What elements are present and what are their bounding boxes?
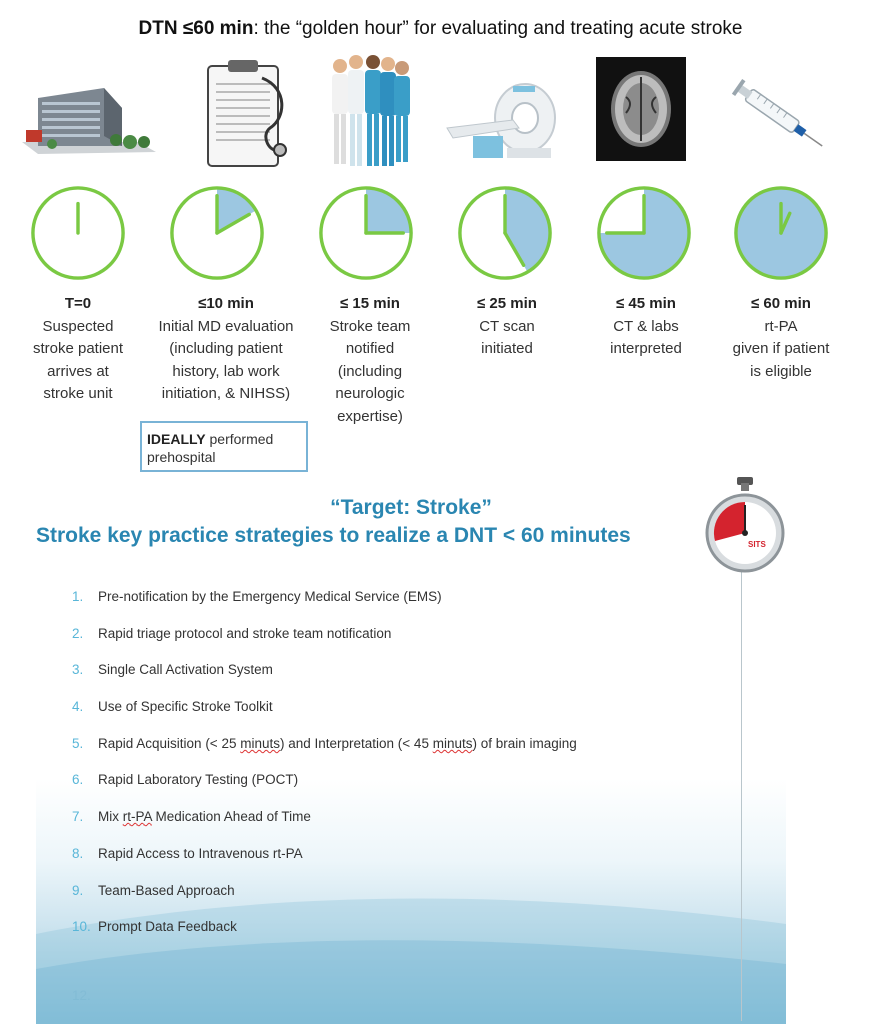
list-item [72, 767, 577, 804]
list-text-part: Rapid Acquisition (< 25 [98, 735, 241, 751]
step-time: ≤ 60 min [751, 295, 811, 312]
stopwatch-icon [702, 475, 788, 575]
list-number: 9. [72, 882, 84, 898]
clock-face [456, 184, 554, 282]
list-text: Rapid Access to Intravenous rt-PA [98, 845, 303, 861]
clipboard-stethoscope-icon [200, 58, 288, 170]
step-desc: rt-PA given if patient is eligible [732, 317, 830, 380]
syringe-icon [728, 70, 832, 160]
step-45min [576, 293, 716, 361]
list-text: Rapid triage protocol and stroke team notification [98, 625, 392, 641]
ct-scanner-icon [443, 78, 563, 168]
step-time: ≤10 min [198, 295, 254, 312]
ideal-rest: performed prehospital [147, 431, 274, 465]
stopwatch-label: SITS [748, 540, 766, 549]
title-rest: : the “golden hour” for evaluating and treating acute stroke [253, 18, 743, 39]
list-item [72, 914, 577, 951]
list-item [72, 694, 577, 731]
list-number: 8. [72, 845, 84, 861]
list-text: Pre-notification by the Emergency Medical Service (EMS) [98, 589, 442, 604]
step-time: ≤ 25 min [477, 295, 537, 312]
step-60min [711, 293, 851, 383]
clock-face [732, 184, 830, 282]
step-desc: CT & labs interpreted [610, 317, 682, 357]
ideal-bold: IDEALLY [147, 431, 206, 447]
list-number: 1. [72, 589, 84, 604]
clock-10min [168, 184, 266, 282]
list-text: Rapid Laboratory Testing (POCT) [98, 772, 299, 788]
list-item [72, 584, 577, 621]
hospital-building-icon [18, 80, 160, 160]
step-25min [437, 293, 577, 361]
list-number: 6. [72, 772, 84, 788]
misspelled-word: minuts [240, 735, 280, 751]
list-text-part: Mix [98, 809, 123, 825]
clock-face [29, 184, 127, 282]
step-t0 [8, 293, 148, 406]
clock-face [595, 184, 693, 282]
title-bold: DTN ≤60 min [138, 18, 254, 39]
clock-face [168, 184, 266, 282]
list-item [72, 657, 577, 694]
clock-t0 [29, 184, 127, 282]
list-number: 7. [72, 809, 84, 825]
strategy-list [72, 584, 577, 951]
list-text-part: ) of brain imaging [472, 735, 577, 751]
clock-25min [456, 184, 554, 282]
step-15min [300, 293, 440, 428]
list-number: 4. [72, 699, 84, 715]
list-text: Use of Specific Stroke Toolkit [98, 699, 273, 715]
ghost-list-number: 12. [72, 988, 91, 1003]
page-title [0, 18, 881, 40]
ideally-prehospital-box [140, 421, 308, 472]
clock-60min [732, 184, 830, 282]
list-text-part: ) and Interpretation (< 45 [279, 735, 433, 751]
target-title: “Target: Stroke” [330, 496, 492, 519]
list-item [72, 804, 577, 841]
list-number: 3. [72, 662, 84, 678]
misspelled-word: rt-PA [122, 809, 152, 825]
clock-15min [317, 184, 415, 282]
brain-scan-icon [596, 57, 686, 161]
step-desc: Initial MD evaluation (including patient history, lab work initiation, & NIHSS) [158, 317, 294, 402]
step-desc: CT scan initiated [479, 317, 535, 357]
panel-divider [741, 566, 742, 1021]
list-text-part: Medication Ahead of Time [151, 809, 311, 825]
step-desc: Stroke team notified (including neurologic expertise) [329, 317, 411, 425]
step-time: ≤ 45 min [616, 295, 676, 312]
step-10min [146, 293, 306, 406]
misspelled-word: minuts [432, 735, 473, 751]
list-item [72, 878, 577, 915]
list-number: 5. [72, 735, 84, 751]
clock-face [317, 184, 415, 282]
list-text: Single Call Activation System [98, 662, 273, 678]
step-desc: Suspected stroke patient arrives at stroke unit [32, 317, 124, 402]
list-number: 10. [72, 919, 91, 935]
medical-team-icon [326, 50, 414, 176]
list-item [72, 731, 577, 768]
clock-45min [595, 184, 693, 282]
step-time: T=0 [64, 295, 92, 312]
list-text: Team-Based Approach [98, 882, 235, 898]
list-item [72, 841, 577, 878]
list-text: Prompt Data Feedback [98, 919, 237, 935]
target-subtitle: Stroke key practice strategies to realize a DNT < 60 minutes [36, 524, 631, 547]
list-item [72, 621, 577, 658]
list-number: 2. [72, 625, 84, 641]
step-time: ≤ 15 min [340, 295, 400, 312]
